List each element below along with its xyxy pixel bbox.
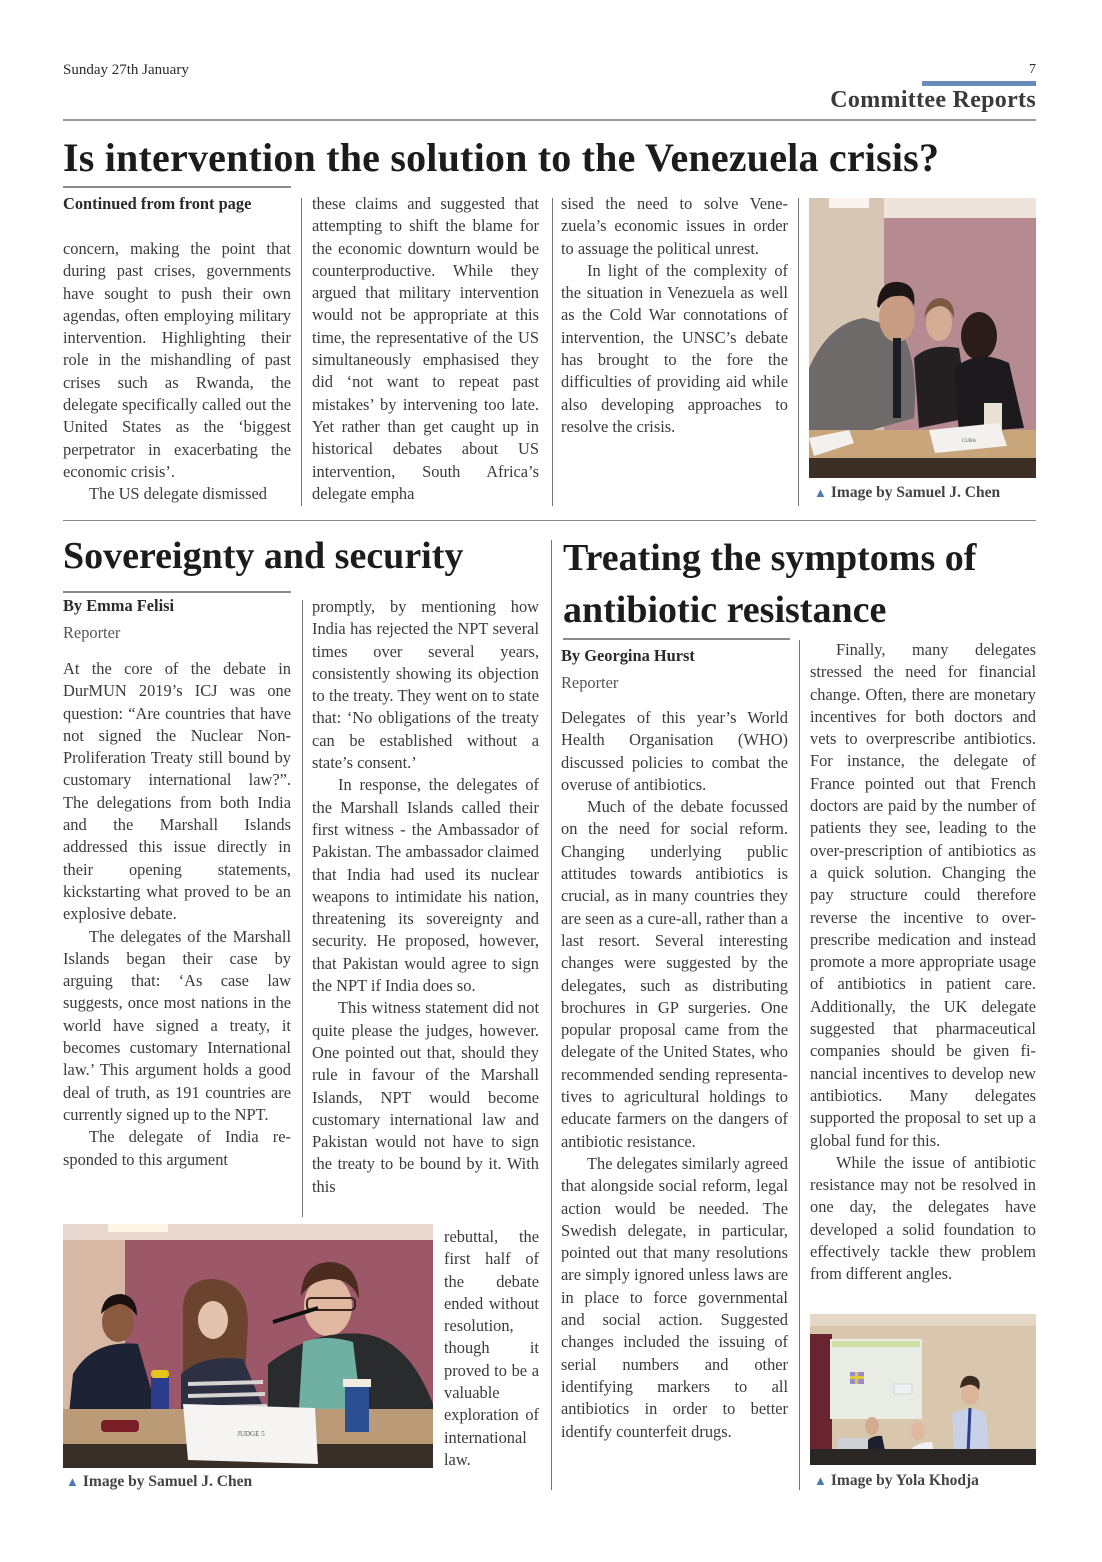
article1-column-3 xyxy=(561,193,788,438)
photo-unsc-delegates xyxy=(809,198,1036,478)
article1-column-2 xyxy=(312,193,539,505)
article3-column-1 xyxy=(561,707,788,1443)
byline: By Emma Felisi xyxy=(63,596,175,615)
paragraph: In response, the delegates of the Marshall Islands called their first witness - the Ambassador of Pakistan. The ambassador claimed that India had used its nuclear weapons to intimidate his nation, threatening its sovereignty and security. He proposed, however, that Pakistan would agree to sign the NPT if India does so. xyxy=(312,775,539,996)
article-headline-venezuela: Is intervention the solution to the Venezuela crisis? xyxy=(63,135,940,180)
paragraph: This witness statement did not quite please the judges, however. One pointed out that, should they rule in favour of the Marshall Islands, NPT would become customary international law and Pakistan would not have to sign the treaty to be bound by it. With this xyxy=(312,998,539,1196)
page-number: 7 xyxy=(1029,62,1036,77)
photo-caption xyxy=(66,1473,252,1491)
caption-triangle-icon: ▲ xyxy=(814,485,827,500)
article2-column-1 xyxy=(63,658,291,1171)
caption-triangle-icon: ▲ xyxy=(66,1474,79,1489)
caption-text: Image by Samuel J. Chen xyxy=(82,1473,253,1490)
photo-caption xyxy=(814,484,1000,502)
paragraph: Delegates of this year’s World Health Organisation (WHO) discussed policies to combat the overuse of antibiotics. xyxy=(561,708,788,794)
continued-kicker: Continued from front page xyxy=(63,194,252,213)
paragraph: rebuttal, the first half of the debate ended without resolution, though it proved to be a valuable exploration of international law. xyxy=(444,1227,539,1469)
article2-column-3 xyxy=(444,1226,539,1471)
article-headline-sovereignty: Sovereignty and security xyxy=(63,535,464,577)
placard-label: JUDGE 5 xyxy=(237,1430,265,1438)
column-divider xyxy=(799,640,800,1490)
column-divider xyxy=(798,198,799,506)
paragraph: Much of the debate focussed on the need for social reform. Changing underlying public attitudes towards antibiotics is crucial, as in many countries they are seen as a cure-all, rather than a last resort. Several interesting changes were suggested by the delegates, such as distributing brochures in GP surgeries. One popular proposal came from the delegate of the United States, who recommended sending representatives to agricultural holdings to educate farmers on the dangers of antibiotic resistance. xyxy=(561,797,788,1151)
caption-text: Image by Samuel J. Chen xyxy=(830,484,1001,501)
header-divider xyxy=(63,119,1036,121)
article2-column-2 xyxy=(312,596,539,1198)
photo-caption xyxy=(814,1472,979,1490)
paragraph: these claims and suggested that attempting to shift the blame for the economic downturn would be counterproductive. While they argued that military intervention would not be appropriate at this time, the representative of the US simultaneously emphasised they did ‘not want to repeat past mistakes’ by intervening too late. Yet rather than get caught up in historical debates about US intervention, South Africa’s delegate empha xyxy=(312,194,539,503)
section-title: Committee Reports xyxy=(830,87,1036,113)
paragraph: The US delegate dismissed xyxy=(89,484,267,504)
paragraph: The delegate of India responded to this argument xyxy=(63,1127,291,1169)
article1-column-1 xyxy=(63,238,291,506)
paragraph: The delegates similarly agreed that alongside social reform, legal action would be needed. The Swedish delegate, in particular, pointed out that many resolutions are simply ignored unless laws are in place to force governmental and social action. Suggested changes included the issuing of serial numbers and other identifying markers to all antibiotics in order to better identify counterfeit drugs. xyxy=(561,1153,788,1441)
article-headline-antibiotics xyxy=(563,532,976,636)
headline-line-2: antibiotic resistance xyxy=(563,589,887,631)
photo-who-presentation xyxy=(810,1314,1036,1465)
paragraph: concern, making the point that during past crises, governments have sought to push their own agendas, often employing military intervention. Highlighting their role in the mishandling of past crises such as Rwanda, the delegate specifically called out the United States as the ‘biggest perpetrator in exacerbating the economic crisis’. xyxy=(63,239,291,481)
paragraph: sised the need to solve Venezuela’s economic issues in order to assuage the political unrest. xyxy=(561,194,788,258)
placard-label: CUBA xyxy=(962,439,976,444)
paragraph: While the issue of antibiotic resistance may not be resolved in one day, the delegates have developed a solid foundation to effectively tackle thew problem from different angles. xyxy=(810,1152,1036,1284)
byline-role: Reporter xyxy=(561,673,619,692)
paragraph: In light of the complexity of the situation in Venezuela as well as the Cold War connotations of intervention, the UNSC’s debate has brought to the fore the difficulties of providing aid while also developing approaches to resolve the crisis. xyxy=(561,260,788,436)
paragraph: At the core of the debate in DurMUN 2019’s ICJ was one question: “Are countries that have not signed the Nuclear Non-Proliferation Treaty still bound by customary international law?”. The delegations from both India and the Marshall Islands addressed this issue directly in their opening statements, kickstarting what proved to be an explosive debate. xyxy=(63,659,291,924)
issue-date: Sunday 27th January xyxy=(63,62,189,78)
byline-rule xyxy=(563,638,790,640)
caption-triangle-icon: ▲ xyxy=(814,1473,827,1488)
byline: By Georgina Hurst xyxy=(561,646,695,665)
column-divider xyxy=(302,600,303,1217)
paragraph: Finally, many delegates stressed the need for financial change. Often, there are monetary incentives for both doctors and vets to overprescribe antibiotics. For instance, the delegate of France pointed out that French doctors are paid by the number of patients they see, leading to the over-prescription of antibiotics as a quick solution. Changing the pay structure could therefore reverse the incentive to over-prescribe medication and instead promote a more appropriate usage of antibiotics in patient care. Additionally, the UK delegate suggested that pharmaceutical companies should be given financial incentives to develop new antibiotics. Many delegates supported the proposal to set up a global fund for this. xyxy=(810,640,1036,1150)
column-divider xyxy=(551,540,552,1490)
byline-rule xyxy=(63,591,291,593)
kicker-rule xyxy=(63,186,291,188)
column-divider xyxy=(552,198,553,506)
photo-icj-judges xyxy=(63,1224,433,1468)
column-divider xyxy=(301,198,302,506)
paragraph: promptly, by mentioning how India has rejected the NPT several times over several years, consistently showing its objection to the treaty. They went on to state that: ‘No obligations of the treaty can be established without a state’s consent.’ xyxy=(312,597,539,773)
article3-column-2 xyxy=(810,639,1036,1286)
photo-illustration xyxy=(809,198,1036,478)
photo-illustration xyxy=(810,1314,1036,1465)
byline-role: Reporter xyxy=(63,623,121,642)
section-divider xyxy=(63,520,1036,521)
photo-illustration xyxy=(63,1224,433,1468)
section-accent-bar xyxy=(922,81,1036,86)
paragraph: The delegates of the Marshall Islands began their case by arguing that: ‘As case law suggests, once most nations in the world have signed a treaty, it becomes customary International law.’ This argument holds a good deal of truth, as 191 countries are currently signed up to the NPT. xyxy=(63,926,291,1124)
caption-text: Image by Yola Khodja xyxy=(830,1472,979,1489)
headline-line-1: Treating the symptoms of xyxy=(563,537,977,579)
